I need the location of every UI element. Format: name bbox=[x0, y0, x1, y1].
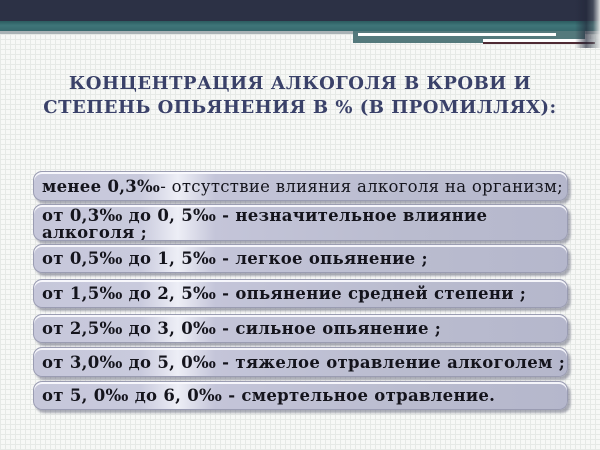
header-white-stripe bbox=[358, 33, 556, 36]
list-item bbox=[33, 204, 568, 241]
list-item bbox=[33, 381, 568, 410]
row-bold-text: менее 0,3‰ bbox=[42, 176, 161, 196]
row-bold-text: от 0,5‰ до 1, 5‰ - легкое опьянение ; bbox=[42, 249, 428, 268]
list-item bbox=[33, 279, 568, 308]
header-corner-shadow bbox=[575, 0, 600, 48]
rows-list bbox=[33, 171, 568, 410]
row-bold-text: от 5, 0‰ до 6, 0‰ - смертельное отравление. bbox=[42, 386, 496, 405]
list-item bbox=[33, 347, 568, 377]
row-bold-text: от 3,0‰ до 5, 0‰ - тяжелое отравление алкоголем ; bbox=[42, 352, 566, 372]
row-bold-text: от 2,5‰ до 3, 0‰ - сильное опьянение ; bbox=[42, 319, 442, 338]
header-navy-bar bbox=[0, 0, 600, 21]
row-bold-text: от 0,3‰ до 0, 5‰ - незначительное влияние алкоголя ; bbox=[42, 206, 488, 241]
list-item bbox=[33, 244, 568, 273]
slide-title-line2: СТЕПЕНЬ ОПЬЯНЕНИЯ В % (В ПРОМИЛЛЯХ): bbox=[43, 97, 557, 118]
header-teal-bar bbox=[0, 21, 600, 31]
slide-title-line1: КОНЦЕНТРАЦИЯ АЛКОГОЛЯ В КРОВИ И bbox=[68, 73, 532, 94]
list-item bbox=[33, 314, 568, 343]
row-bold-text: от 1,5‰ до 2, 5‰ - опьянение средней степени ; bbox=[42, 284, 527, 303]
list-item bbox=[33, 171, 568, 201]
slide-title bbox=[20, 72, 580, 120]
row-normal-text: - отсутствие влияния алкоголя на организм; bbox=[160, 176, 563, 196]
